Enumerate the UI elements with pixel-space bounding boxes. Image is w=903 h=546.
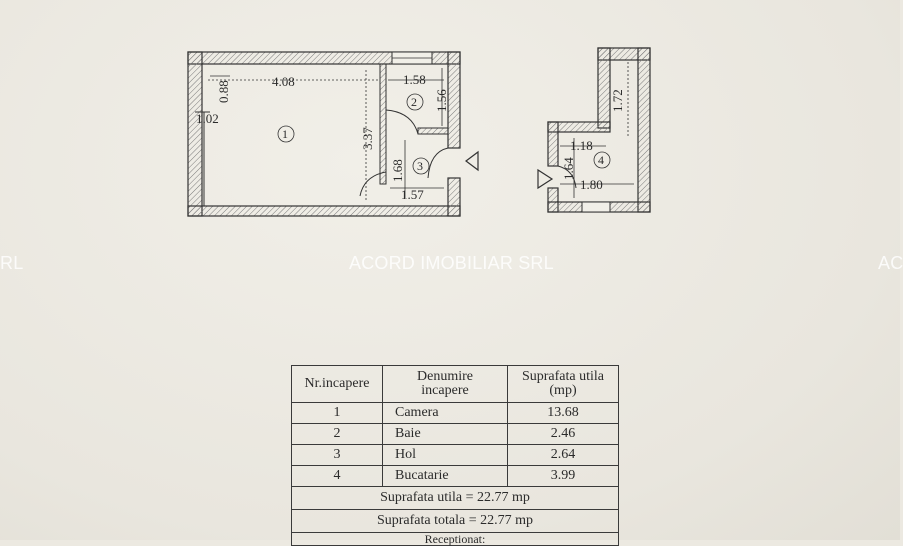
- dim-kitchen-top: 1.72: [610, 89, 625, 112]
- room-label-4: [594, 152, 610, 168]
- watermark-left: RL: [0, 253, 24, 273]
- areas-table: [291, 365, 619, 546]
- header-name: Denumire incapere: [383, 366, 508, 403]
- room-label-2: [407, 94, 423, 110]
- svg-text:2: 2: [411, 95, 417, 109]
- dim-kitchen-width: 1.80: [580, 177, 603, 192]
- svg-text:3: 3: [417, 159, 423, 173]
- table-row: [292, 466, 619, 487]
- cell-area: 2.46: [508, 424, 619, 445]
- watermark-center: ACORD IMOBILIAR SRL: [349, 253, 554, 273]
- dim-kitchen-mid: 1.18: [570, 138, 593, 153]
- receptionat-row: [292, 533, 619, 546]
- dim-left-offset: 1.02: [196, 111, 219, 126]
- cell-name: Hol: [383, 445, 508, 466]
- watermark-right: AC: [878, 253, 903, 273]
- total-usable-row: [292, 487, 619, 510]
- total-usable-area: Suprafata utila = 22.77 mp: [292, 487, 619, 510]
- dim-hall-width: 1.57: [401, 187, 424, 202]
- total-area-row: [292, 510, 619, 533]
- dim-bath-width: 1.58: [403, 72, 426, 87]
- cell-area: 13.68: [508, 403, 619, 424]
- table-row: [292, 424, 619, 445]
- table-header-row: [292, 366, 619, 403]
- room-label-1: [278, 126, 294, 142]
- room-label-3: [413, 158, 429, 174]
- svg-text:4: 4: [598, 153, 604, 167]
- dim-kitchen-depth: 1.64: [561, 157, 576, 180]
- total-area: Suprafata totala = 22.77 mp: [292, 510, 619, 533]
- main-unit-walls: [188, 52, 478, 216]
- cell-nr: 4: [292, 466, 383, 487]
- dim-left-small: 0.88: [216, 80, 231, 103]
- dim-bath-depth: 1.56: [434, 89, 449, 112]
- cell-nr: 2: [292, 424, 383, 445]
- dim-room1-width: 4.08: [272, 74, 295, 89]
- cell-nr: 1: [292, 403, 383, 424]
- table-row: [292, 403, 619, 424]
- header-nr: Nr.incapere: [292, 366, 383, 403]
- cell-area: 3.99: [508, 466, 619, 487]
- receptionat-label: Receptionat:: [292, 533, 619, 546]
- cell-name: Bucatarie: [383, 466, 508, 487]
- table-row: [292, 445, 619, 466]
- cell-name: Camera: [383, 403, 508, 424]
- cell-nr: 3: [292, 445, 383, 466]
- main-unit-dimension-lines: [208, 68, 444, 200]
- dim-hall-depth: 1.68: [390, 159, 405, 182]
- cell-area: 2.64: [508, 445, 619, 466]
- cell-name: Baie: [383, 424, 508, 445]
- dim-room1-depth: 3.37: [360, 127, 375, 150]
- header-area: Suprafata utila (mp): [508, 366, 619, 403]
- svg-text:1: 1: [282, 127, 288, 141]
